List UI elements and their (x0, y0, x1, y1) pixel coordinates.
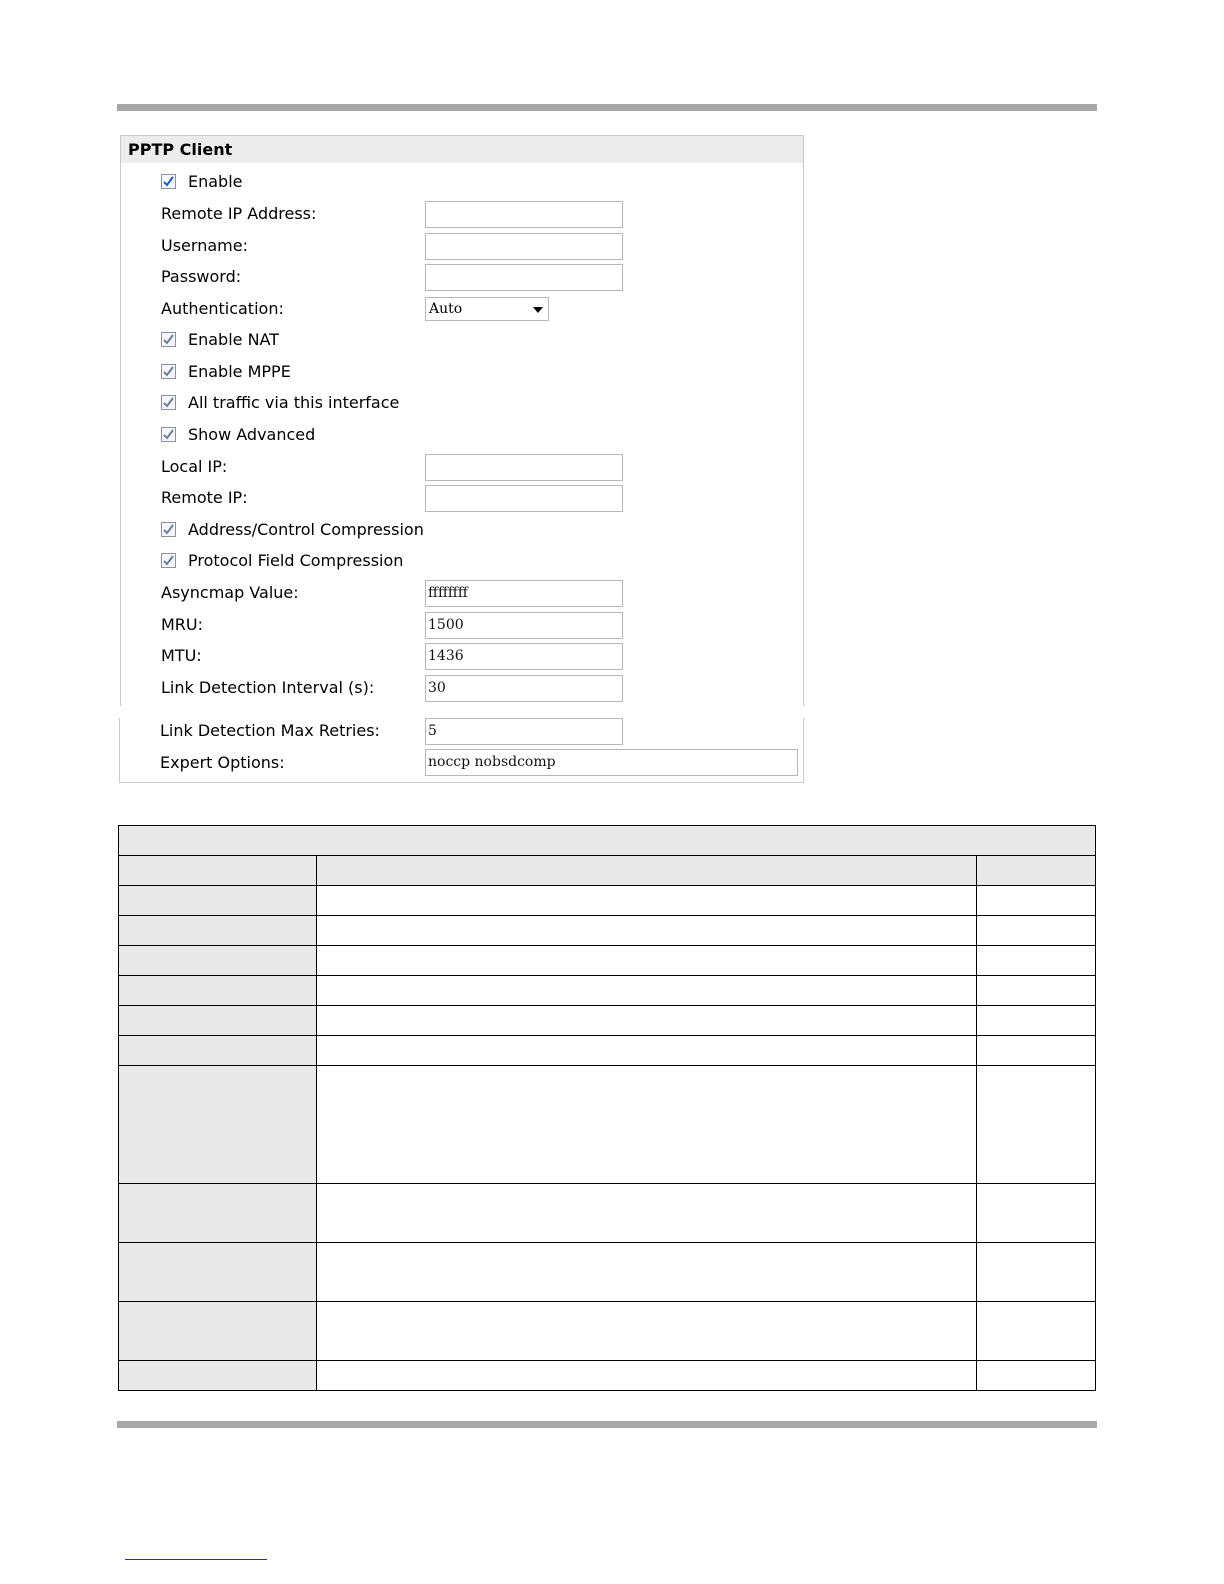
table-row (119, 1036, 1096, 1066)
expert-options-input[interactable]: noccp nobsdcomp (425, 749, 798, 776)
mtu-input[interactable]: 1436 (425, 643, 623, 670)
pptp-client-panel (120, 135, 804, 706)
table-cell (977, 1302, 1096, 1361)
check-icon (163, 397, 174, 408)
all-traffic-label: All traffic via this interface (188, 393, 400, 412)
pfc-label: Protocol Field Compression (188, 551, 404, 570)
table-cell (317, 976, 977, 1006)
local-ip-label: Local IP: (161, 457, 228, 476)
check-icon (163, 366, 174, 377)
table-cell (119, 1066, 317, 1184)
table-row (119, 946, 1096, 976)
check-icon (163, 555, 174, 566)
footer-link-underline[interactable] (125, 1559, 267, 1560)
enable-mppe-label: Enable MPPE (188, 362, 291, 381)
table-cell (317, 916, 977, 946)
username-label: Username: (161, 236, 248, 255)
check-icon (163, 176, 174, 187)
table-row (119, 976, 1096, 1006)
header-cell (317, 856, 977, 886)
table-title-row (119, 826, 1096, 856)
table-cell (119, 1006, 317, 1036)
enable-label: Enable (188, 172, 243, 191)
table-cell (119, 1184, 317, 1243)
enable-nat-checkbox[interactable] (161, 332, 176, 347)
pfc-checkbox[interactable] (161, 553, 176, 568)
password-label: Password: (161, 267, 242, 286)
enable-mppe-checkbox[interactable] (161, 364, 176, 379)
table-cell (977, 1036, 1096, 1066)
mru-label: MRU: (161, 615, 204, 634)
table-cell (317, 1184, 977, 1243)
header-cell (977, 856, 1096, 886)
link-interval-input[interactable]: 30 (425, 675, 623, 702)
pptp-client-panel-continued (119, 718, 804, 783)
table-cell (119, 1243, 317, 1302)
table-cell (977, 1361, 1096, 1391)
acc-label: Address/Control Compression (188, 520, 424, 539)
password-input[interactable] (425, 264, 623, 291)
table-row (119, 916, 1096, 946)
header-cell (119, 856, 317, 886)
authentication-value: Auto (429, 301, 463, 317)
panel-title: PPTP Client (121, 136, 803, 163)
check-icon (163, 334, 174, 345)
show-advanced-checkbox[interactable] (161, 427, 176, 442)
table-cell (119, 916, 317, 946)
table-cell (317, 1066, 977, 1184)
table-row (119, 1006, 1096, 1036)
table-row (119, 1184, 1096, 1243)
table-cell (119, 1036, 317, 1066)
check-icon (163, 429, 174, 440)
table-row (119, 886, 1096, 916)
table-cell (317, 1361, 977, 1391)
authentication-select[interactable] (425, 297, 549, 321)
link-interval-label: Link Detection Interval (s): (161, 678, 375, 697)
table-cell (119, 976, 317, 1006)
table-cell (317, 1036, 977, 1066)
table-cell (317, 1243, 977, 1302)
table-cell (317, 946, 977, 976)
username-input[interactable] (425, 233, 623, 260)
table-cell (119, 946, 317, 976)
link-retries-label: Link Detection Max Retries: (160, 721, 380, 740)
table-cell (119, 1361, 317, 1391)
link-retries-input[interactable]: 5 (425, 718, 623, 745)
table-cell (317, 1302, 977, 1361)
footer-rule (117, 1421, 1097, 1428)
table-cell (977, 916, 1096, 946)
table-row (119, 1066, 1096, 1184)
remote-ip-input[interactable] (425, 201, 623, 228)
table-cell (977, 886, 1096, 916)
table-cell (317, 886, 977, 916)
enable-nat-label: Enable NAT (188, 330, 280, 349)
table-row (119, 1243, 1096, 1302)
show-advanced-label: Show Advanced (188, 425, 316, 444)
asyncmap-input[interactable]: ffffffff (425, 580, 623, 607)
all-traffic-checkbox[interactable] (161, 395, 176, 410)
local-ip-input[interactable] (425, 454, 623, 481)
table-header-row (119, 856, 1096, 886)
remote-ip2-input[interactable] (425, 485, 623, 512)
authentication-label: Authentication: (161, 299, 284, 318)
expert-options-label: Expert Options: (160, 753, 285, 772)
table-title-cell (119, 826, 1096, 856)
table-cell (977, 1184, 1096, 1243)
table-cell (977, 976, 1096, 1006)
table-cell (977, 1006, 1096, 1036)
mtu-label: MTU: (161, 646, 202, 665)
remote-ip2-label: Remote IP: (161, 488, 248, 507)
acc-checkbox[interactable] (161, 522, 176, 537)
table-cell (977, 1243, 1096, 1302)
mru-input[interactable]: 1500 (425, 612, 623, 639)
check-icon (163, 524, 174, 535)
asyncmap-label: Asyncmap Value: (161, 583, 299, 602)
parameter-table (118, 825, 1096, 1391)
enable-checkbox[interactable] (161, 174, 176, 189)
chevron-down-icon (533, 307, 543, 313)
table-row (119, 1361, 1096, 1391)
table-cell (977, 946, 1096, 976)
table-cell (317, 1006, 977, 1036)
remote-ip-label: Remote IP Address: (161, 204, 317, 223)
header-rule (117, 104, 1097, 111)
table-row (119, 1302, 1096, 1361)
table-cell (119, 886, 317, 916)
table-cell (977, 1066, 1096, 1184)
table-cell (119, 1302, 317, 1361)
